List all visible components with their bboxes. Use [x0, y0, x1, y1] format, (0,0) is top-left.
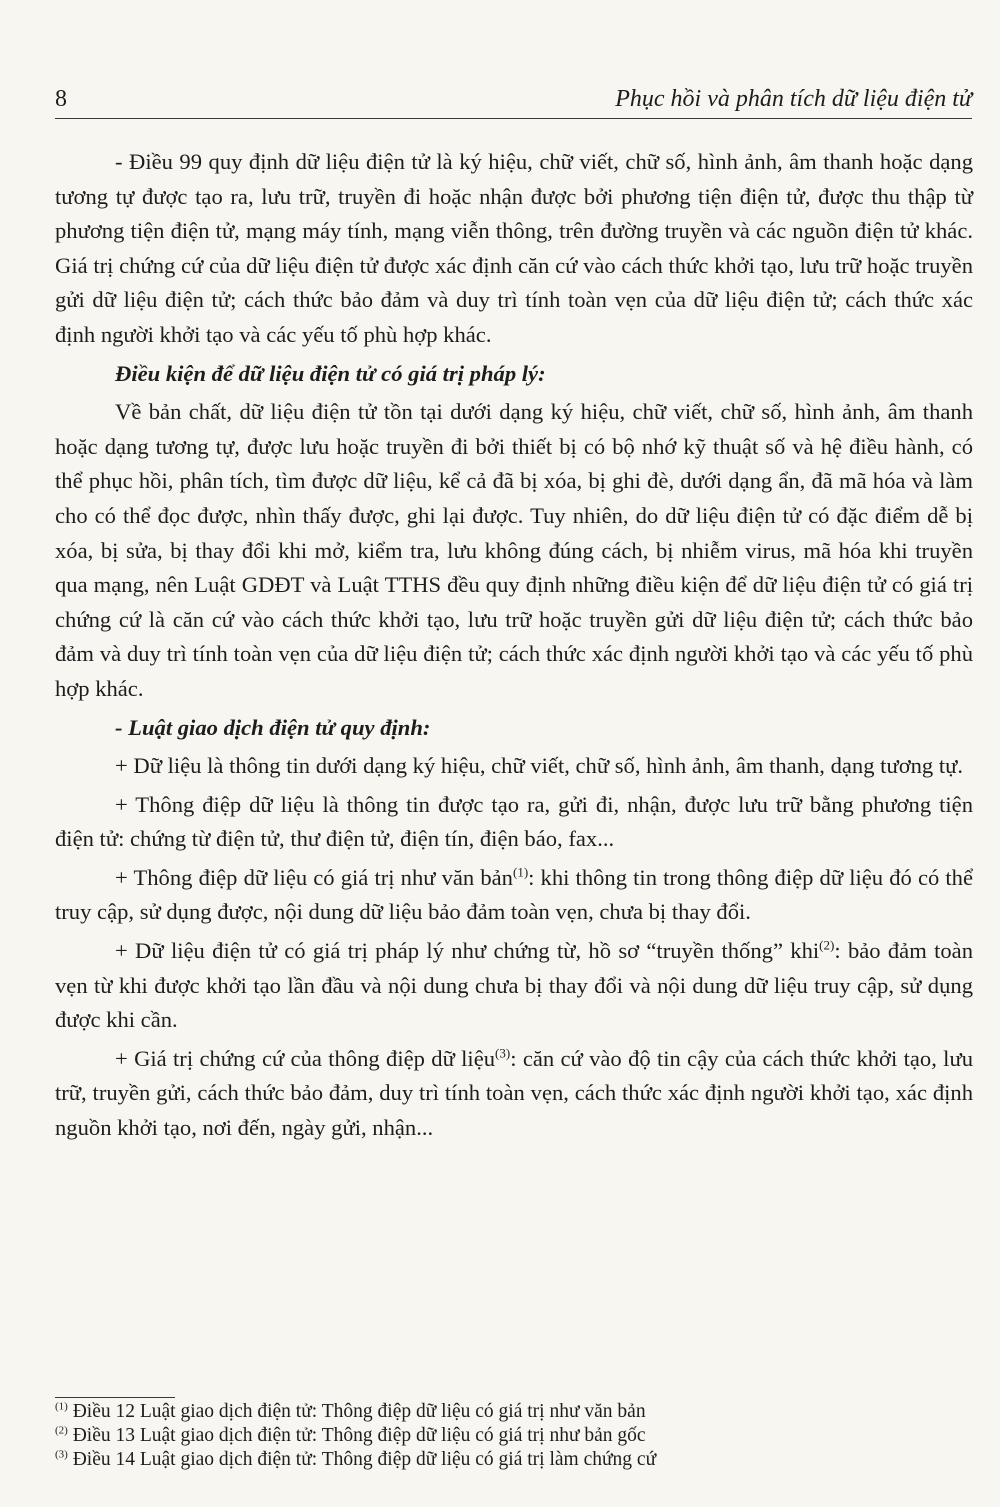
- paragraph-nature: Về bản chất, dữ liệu điện tử tồn tại dưới dạng ký hiệu, chữ viết, chữ số, hình ảnh, âm thanh hoặc dạng tương tự, được lưu hoặc truyền đi bởi thiết bị có bộ nhớ kỹ thuật số và hệ điều hành, có thể phục hồi, phân tích, tìm được dữ liệu, kể cả đã bị xóa, bị ghi đè, dưới dạng ẩn, đã mã hóa và làm cho có thể đọc được, nhìn thấy được, ghi lại được. Tuy nhiên, do dữ liệu điện tử có đặc điểm dễ bị xóa, bị sửa, bị thay đổi khi mở, kiểm tra, lưu không đúng cách, bị nhiễm virus, mã hóa khi truyền qua mạng, nên Luật GDĐT và Luật TTHS đều quy định những điều kiện để dữ liệu điện tử có giá trị chứng cứ là căn cứ vào cách thức khởi tạo, lưu trữ hoặc truyền gửi dữ liệu điện tử; cách thức bảo đảm và duy trì tính toàn vẹn của dữ liệu điện tử; cách thức xác định người khởi tạo và các yếu tố phù hợp khác.: [55, 399, 973, 701]
- footnote-ref: (3): [495, 1045, 511, 1061]
- list-item: + Thông điệp dữ liệu có giá trị như văn bản$^{(1)}$: khi thông tin trong thông điệp dữ liệu đó có thể truy cập, sử dụng được, nội dung dữ liệu bảo đảm toàn vẹn, chưa bị thay đổi.: [55, 864, 973, 925]
- page-header: [55, 78, 972, 119]
- list-item: + Dữ liệu điện tử có giá trị pháp lý như chứng từ, hồ sơ “truyền thống” khi$^{(2)}$: bảo đảm toàn vẹn từ khi được khởi tạo lần đầu và nội dung chưa bị thay đổi và nội dung dữ liệu truy cập, sử dụng được khi cần.: [55, 937, 974, 1033]
- running-title: Phục hồi và phân tích dữ liệu điện tử: [615, 86, 972, 112]
- footnote: $^{(2)}$ Điều 13 Luật giao dịch điện tử: Thông điệp dữ liệu có giá trị như bản gốc: [55, 1424, 646, 1446]
- list-item: + Dữ liệu là thông tin dưới dạng ký hiệu, chữ viết, chữ số, hình ảnh, âm thanh, dạng tương tự.: [115, 753, 964, 779]
- footnote: $^{(3)}$ Điều 14 Luật giao dịch điện tử: Thông điệp dữ liệu có giá trị làm chứng cứ: [55, 1448, 657, 1470]
- page-number: 8: [55, 86, 67, 112]
- list-item: + Giá trị chứng cứ của thông điệp dữ liệu$^{(3)}$: căn cứ vào độ tin cậy của cách thức khởi tạo, lưu trữ, truyền gửi, cách thức bảo đảm, duy trì tính toàn vẹn, cách thức xác định người khởi tạo, xác định nguồn khởi tạo, nơi đến, ngày gửi, nhận...: [55, 1045, 974, 1141]
- footnote-ref: (1): [512, 864, 529, 880]
- footnote-divider: [55, 1397, 175, 1398]
- footnotes: [55, 1400, 955, 1472]
- list-item: + Thông điệp dữ liệu là thông tin được tạo ra, gửi đi, nhận, được lưu trữ bằng phương tiện điện tử: chứng từ điện tử, thư điện tử, điện tín, điện báo, fax...: [55, 791, 973, 852]
- section-heading-legal-conditions: Điều kiện để dữ liệu điện tử có giá trị pháp lý:: [115, 360, 546, 386]
- paragraph-article-99: - Điều 99 quy định dữ liệu điện tử là ký hiệu, chữ viết, chữ số, hình ảnh, âm thanh hoặc dạng tương tự được tạo ra, lưu trữ, truyền đi hoặc nhận được bởi phương tiện điện tử, được thu thập từ phương tiện điện tử, mạng máy tính, mạng viễn thông, trên đường truyền và các nguồn điện tử khác. Giá trị chứng cứ của dữ liệu điện tử được xác định căn cứ vào cách thức khởi tạo, lưu trữ hoặc truyền gửi dữ liệu điện tử; cách thức bảo đảm và duy trì tính toàn vẹn của dữ liệu điện tử; cách thức xác định người khởi tạo và các yếu tố phù hợp khác.: [55, 149, 973, 347]
- footnote: $^{(1)}$ Điều 12 Luật giao dịch điện tử: Thông điệp dữ liệu có giá trị như văn bản: [55, 1400, 646, 1422]
- section-heading-e-transactions-law: - Luật giao dịch điện tử quy định:: [115, 714, 431, 740]
- footnote-ref: (2): [819, 937, 835, 953]
- body-text: [55, 145, 973, 1150]
